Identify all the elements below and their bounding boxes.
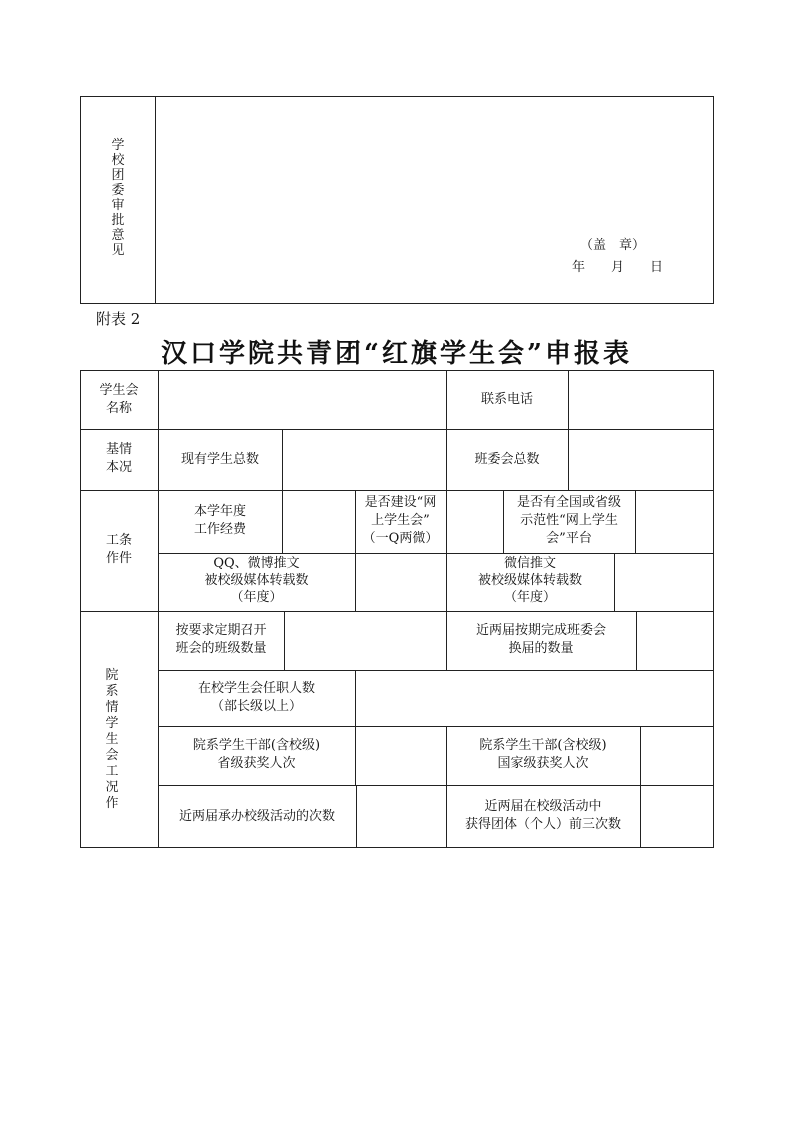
top3-label [446, 798, 640, 834]
wechat-line2: 被校级媒体转载数 [477, 573, 582, 588]
funding-line2: 工作经费 [193, 522, 246, 537]
appendix-label: 附表 2 [96, 310, 141, 328]
col-line [446, 370, 447, 490]
renewal-label [446, 622, 636, 658]
class-committee-label: 班委会总数 [474, 452, 540, 467]
col-line [282, 429, 283, 490]
col-line [356, 785, 357, 848]
officers-line2: （部长级以上） [210, 699, 302, 714]
online-union-line3: （一Q两微） [362, 531, 439, 546]
col-line [446, 490, 447, 553]
officers-label [158, 680, 355, 716]
top3-line2: 获得团体（个人）前三次数 [464, 817, 621, 832]
approval-divider [155, 96, 156, 304]
nat-award-line2: 国家级获奖人次 [497, 756, 589, 771]
demo-platform-line3: 会”平台 [546, 531, 592, 546]
hosted-events-label: 近两届承办校级活动的次数 [178, 809, 335, 824]
meetings-line1: 按要求定期召开 [175, 623, 267, 638]
meetings-label [158, 622, 284, 658]
demo-platform-line1: 是否有全国或省级 [516, 495, 621, 510]
col-line [635, 490, 636, 553]
wechat-line3: （年度） [503, 590, 556, 605]
phone-label: 联系电话 [480, 392, 533, 407]
row-line [158, 785, 714, 786]
work-conditions-label [80, 532, 158, 568]
funding-label [158, 503, 282, 539]
demo-platform-label [503, 494, 635, 548]
row-line [80, 490, 714, 491]
prov-award-line1: 院系学生干部(含校级) [192, 738, 321, 753]
prov-award-line2: 省级获奖人次 [217, 756, 296, 771]
officers-line1: 在校学生会任职人数 [197, 681, 315, 696]
col-line [614, 553, 615, 611]
application-form-table [80, 370, 714, 848]
col-line [636, 611, 637, 670]
work-label-line2: 作件 [105, 551, 132, 566]
qq-weibo-line1: QQ、微博推文 [213, 556, 300, 571]
demo-platform-line2: 示范性“网上学生 [520, 513, 618, 528]
approval-label: 学校团委审批意见 [111, 138, 125, 258]
col-line [284, 611, 285, 670]
col-line [355, 726, 356, 785]
meetings-line2: 班会的班级数量 [175, 641, 267, 656]
renewal-line2: 换届的数量 [508, 641, 574, 656]
national-award-label [446, 737, 640, 773]
online-union-line1: 是否建设“网 [364, 495, 437, 510]
seal-text: （盖 章） [580, 238, 646, 253]
basic-label-line1: 基情 [105, 442, 132, 457]
online-union-label [355, 494, 446, 548]
qq-weibo-line3: （年度） [230, 590, 283, 605]
name-label-line1: 学生会 [99, 383, 139, 398]
col-line [640, 726, 641, 785]
qq-weibo-line2: 被校级媒体转载数 [204, 573, 309, 588]
basic-info-label [80, 441, 158, 477]
provincial-award-label [158, 737, 355, 773]
col-line [568, 370, 569, 490]
dept-union-label: 院系情学生会工况作 [105, 668, 119, 811]
row-line [80, 611, 714, 612]
page-title: 汉口学院共青团“红旗学生会”申报表 [161, 339, 632, 369]
work-label-line1: 工条 [105, 533, 132, 548]
row-line [158, 553, 714, 554]
top3-line1: 近两届在校级活动中 [484, 799, 602, 814]
renewal-line1: 近两届按期完成班委会 [475, 623, 606, 638]
wechat-label [446, 555, 614, 606]
qq-weibo-label [158, 555, 355, 606]
wechat-line1: 微信推文 [503, 556, 556, 571]
nat-award-line1: 院系学生干部(含校级) [479, 738, 607, 753]
row-line [158, 726, 714, 727]
col-line [355, 670, 356, 726]
basic-label-line2: 本况 [105, 460, 132, 475]
date-text: 年 月 日 [572, 260, 664, 275]
total-students-label: 现有学生总数 [180, 452, 259, 467]
funding-line1: 本学年度 [193, 504, 246, 519]
online-union-line2: 上学生会” [371, 513, 430, 528]
name-label-line2: 名称 [105, 401, 132, 416]
col-line [282, 490, 283, 553]
col-line [640, 785, 641, 848]
name-label [80, 382, 158, 418]
row-line [158, 670, 714, 671]
row-line [80, 429, 714, 430]
col-line [158, 370, 159, 848]
